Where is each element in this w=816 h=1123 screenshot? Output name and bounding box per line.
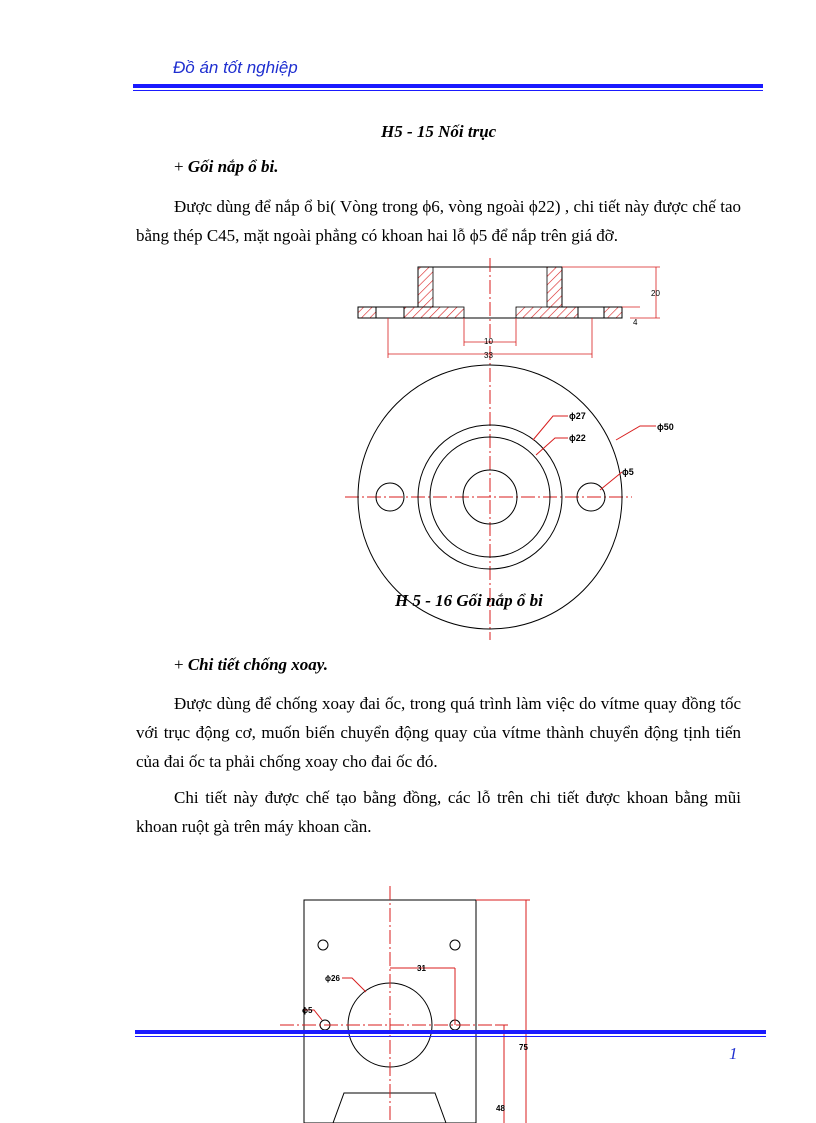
header-rule-thin [133,90,763,91]
section-plus: + [174,655,184,674]
section-heading-text: Chi tiết chống xoay. [187,655,328,674]
section-plus: + [174,157,184,176]
figure-15-caption: H5 - 15 Nối trục [381,122,497,141]
anti-rotation-drawing [270,880,560,1123]
dim-outer-label: 33 [484,351,493,360]
section-heading-goi-nap [174,157,279,177]
header-rule [133,84,763,88]
dim-31-label: 31 [417,964,426,973]
page-number: 1 [729,1044,738,1063]
header-title: Đồ án tốt nghiệp [173,58,298,77]
dia-5-label: ϕ5 [302,1006,313,1015]
footer-rule-thin [135,1036,766,1037]
figure-16-caption: H 5 - 16 Gối nắp ổ bi [395,591,543,610]
bearing-cover-drawing [330,255,700,645]
footer-rule [135,1030,766,1034]
paragraph-chong-xoay-2: Chi tiết này được chế tạo bằng đồng, các lỗ trên chi tiết được khoan bằng mũi khoan ruột gà trên máy khoan cần. [136,788,741,836]
dia-22-label: ϕ22 [569,433,586,443]
dim-flange-label: 4 [633,318,638,327]
dim-inner-label: 10 [484,337,493,346]
dia-5-label: ϕ5 [622,467,634,477]
section-heading-text: Gối nắp ổ bi. [187,157,279,176]
paragraph-chong-xoay-1: Được dùng để chống xoay đai ốc, trong quá trình làm việc do vítme quay đồng tốc với trục động cơ, muốn biến chuyển động quay của vítme thành chuyển động tịnh tiến của đai ốc ta phải chống xoay cho đai ốc đó. [136,694,741,771]
dia-50-label: ϕ50 [657,422,674,432]
dia-26-label: ϕ26 [325,974,340,983]
dim-48-label: 48 [496,1104,505,1113]
dim-height-label: 20 [651,289,660,298]
paragraph-goi-nap: Được dùng để nắp ổ bi( Vòng trong ϕ6, vòng ngoài ϕ22) , chi tiết này được chế tao bằng thép C45, mặt ngoài phẳng có khoan hai lỗ ϕ5 để nắp trên giá đỡ. [136,197,741,245]
section-heading-chong-xoay [174,655,328,675]
dim-75-label: 75 [519,1043,528,1052]
dia-27-label: ϕ27 [569,411,586,421]
